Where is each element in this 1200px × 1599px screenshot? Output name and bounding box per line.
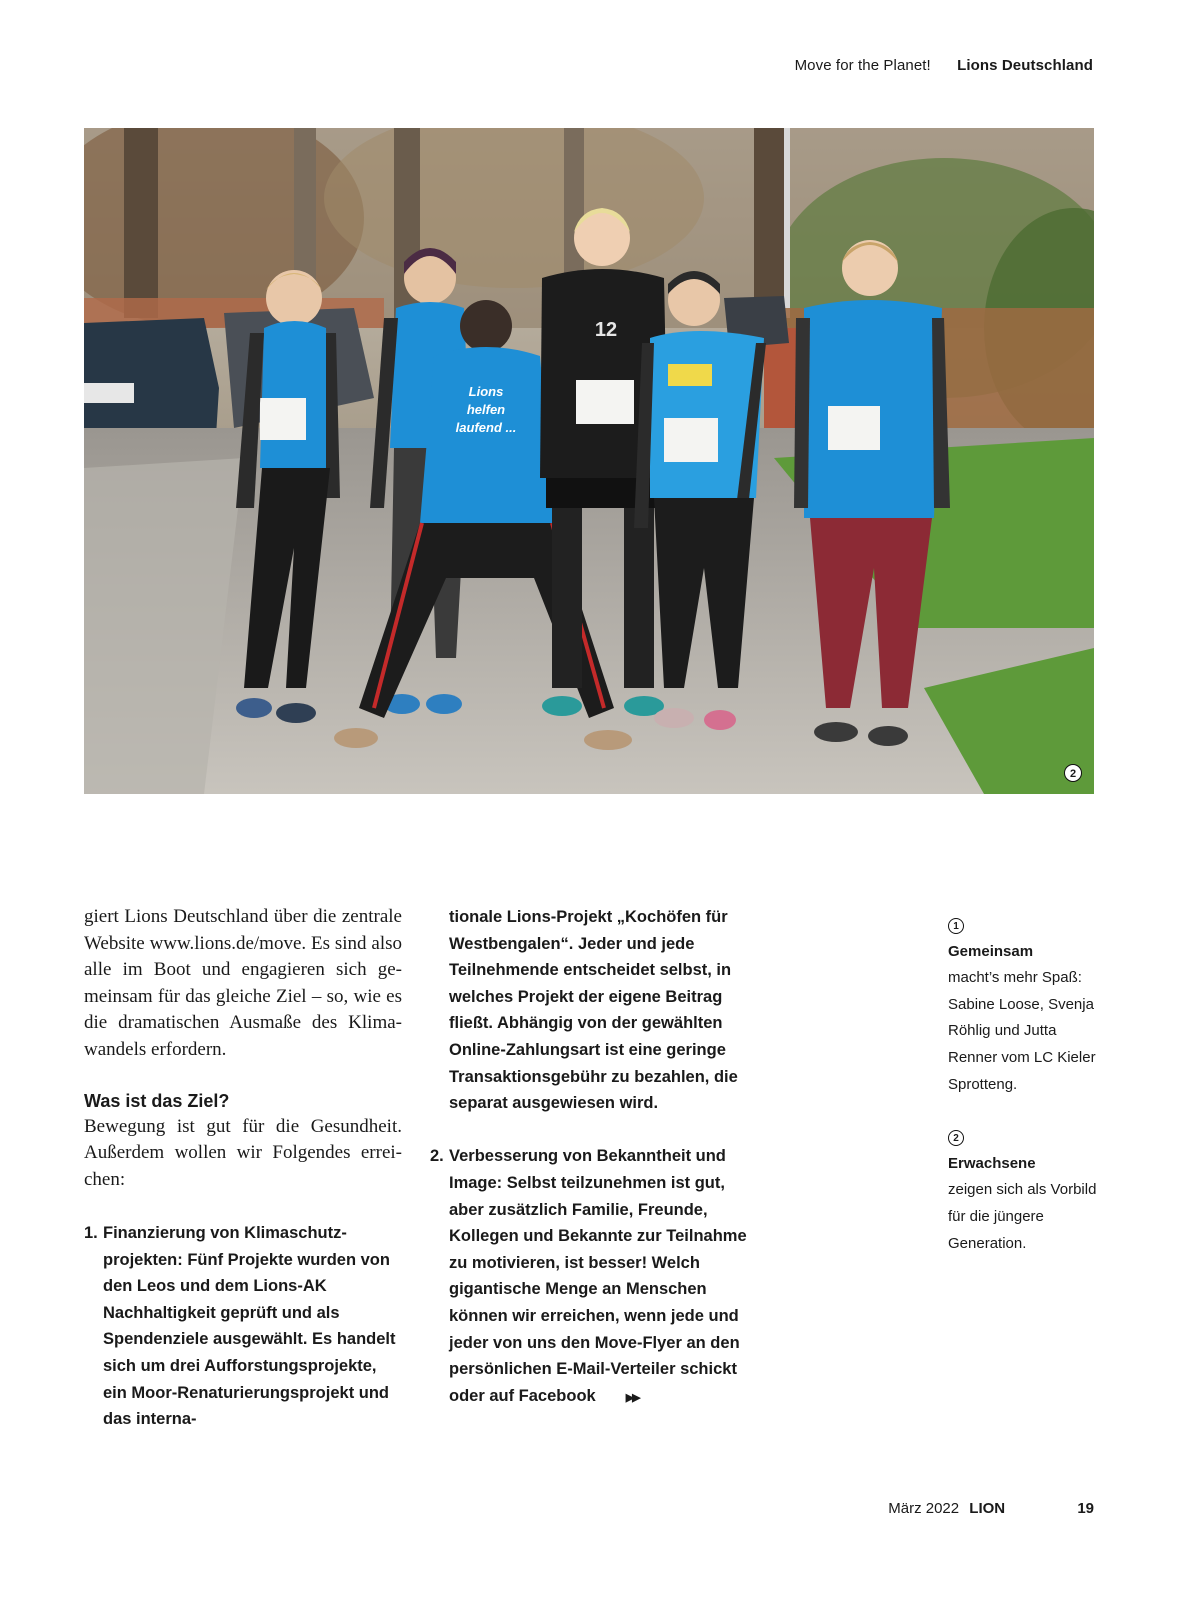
- continue-arrow-icon: ▶▶: [625, 1391, 639, 1404]
- caption-number: 2: [948, 1130, 964, 1146]
- photo-illustration: [84, 128, 1094, 794]
- list-item-text: Finanzierung von Klimaschutzprojekten: Fünf Projekte wurden von den Leos und dem Lions-AK Nachhaltigkeit geprüft und als Spendenziele ausgewählt. Es handelt sich um drei Aufforstungsprojekte, ein Moor-Renaturierungsprojekt und das interna-: [103, 1223, 396, 1429]
- caption-text: zeigen sich als Vorbild für die jüngere Generation.: [948, 1181, 1097, 1252]
- header-section: Move for the Planet!: [794, 57, 931, 74]
- list-number: 2.: [430, 1147, 444, 1166]
- list-item: [84, 1220, 402, 1433]
- magazine-name: LION: [969, 1500, 1006, 1517]
- shirt-text-line3: laufend ...: [455, 420, 517, 435]
- shirt-text-line2: helfen: [466, 402, 506, 417]
- caption-text: macht’s mehr Spaß: Sabine Loose, Svenja Röhlig und Jutta Renner vom LC Kieler Sprotteng.: [948, 969, 1096, 1093]
- issue-date: März 2022: [888, 1500, 960, 1517]
- page-number: 19: [1077, 1500, 1094, 1517]
- header-org: Lions Deutschland: [957, 57, 1093, 74]
- text-column-1: [84, 904, 402, 1433]
- caption-title: Gemeinsam: [948, 942, 1034, 960]
- caption-2: [948, 1124, 1108, 1257]
- running-header: [795, 57, 1093, 74]
- shirt-text-line1: Lions: [468, 384, 504, 399]
- goals-list-continued: [430, 904, 760, 1411]
- intro-paragraph: giert Lions Deutschland über die zentrale Website www.lions.de/move. Es sind also alle im Boot und engagieren sich gemeinsam für das gleiche Ziel – so, wie es die dramatischen Ausmaße des Klimawandels erfordern.: [84, 906, 402, 1060]
- list-item-continuation: tionale Lions-Projekt „Kochöfen für Westbengalen“. Jeder und jede Teilnehmende entscheidet selbst, in welches Projekt der eigene Beitrag fließt. Abhängig von der gewählten Online-Zahlungsart ist eine geringe Transaktionsgebühr zu bezahlen, die separat ausgewiesen wird.: [449, 908, 738, 1113]
- goals-list: [84, 1220, 402, 1433]
- subheading: Was ist das Ziel?: [84, 1090, 230, 1111]
- caption-1: [948, 912, 1108, 1098]
- list-item-text: Verbesserung von Bekanntheit und Image: Selbst teilzunehmen ist gut, aber zusätzlich Familie, Freunde, Kollegen und Bekannte zur Teilnahme zu motivieren, ist besser! Welch gigantische Menge an Menschen können wir erreichen, wenn jede und jeder von uns den Move-Flyer an den persönlichen E-Mail-Verteiler schickt oder auf Facebook: [449, 1147, 747, 1405]
- list-item: [430, 1143, 760, 1411]
- goals-intro: Bewegung ist gut für die Gesundheit. Außerdem wollen wir Folgendes erreichen:: [84, 1115, 402, 1190]
- page-footer: [888, 1500, 1094, 1517]
- list-number: 1.: [84, 1223, 98, 1242]
- caption-title: Erwachsene: [948, 1154, 1036, 1172]
- group-photo: [84, 128, 1094, 794]
- caption-number: 1: [948, 918, 964, 934]
- captions-column: [948, 912, 1108, 1283]
- photo-number-badge: 2: [1064, 764, 1082, 782]
- jersey-number: 12: [594, 319, 618, 341]
- text-column-2: [430, 904, 760, 1411]
